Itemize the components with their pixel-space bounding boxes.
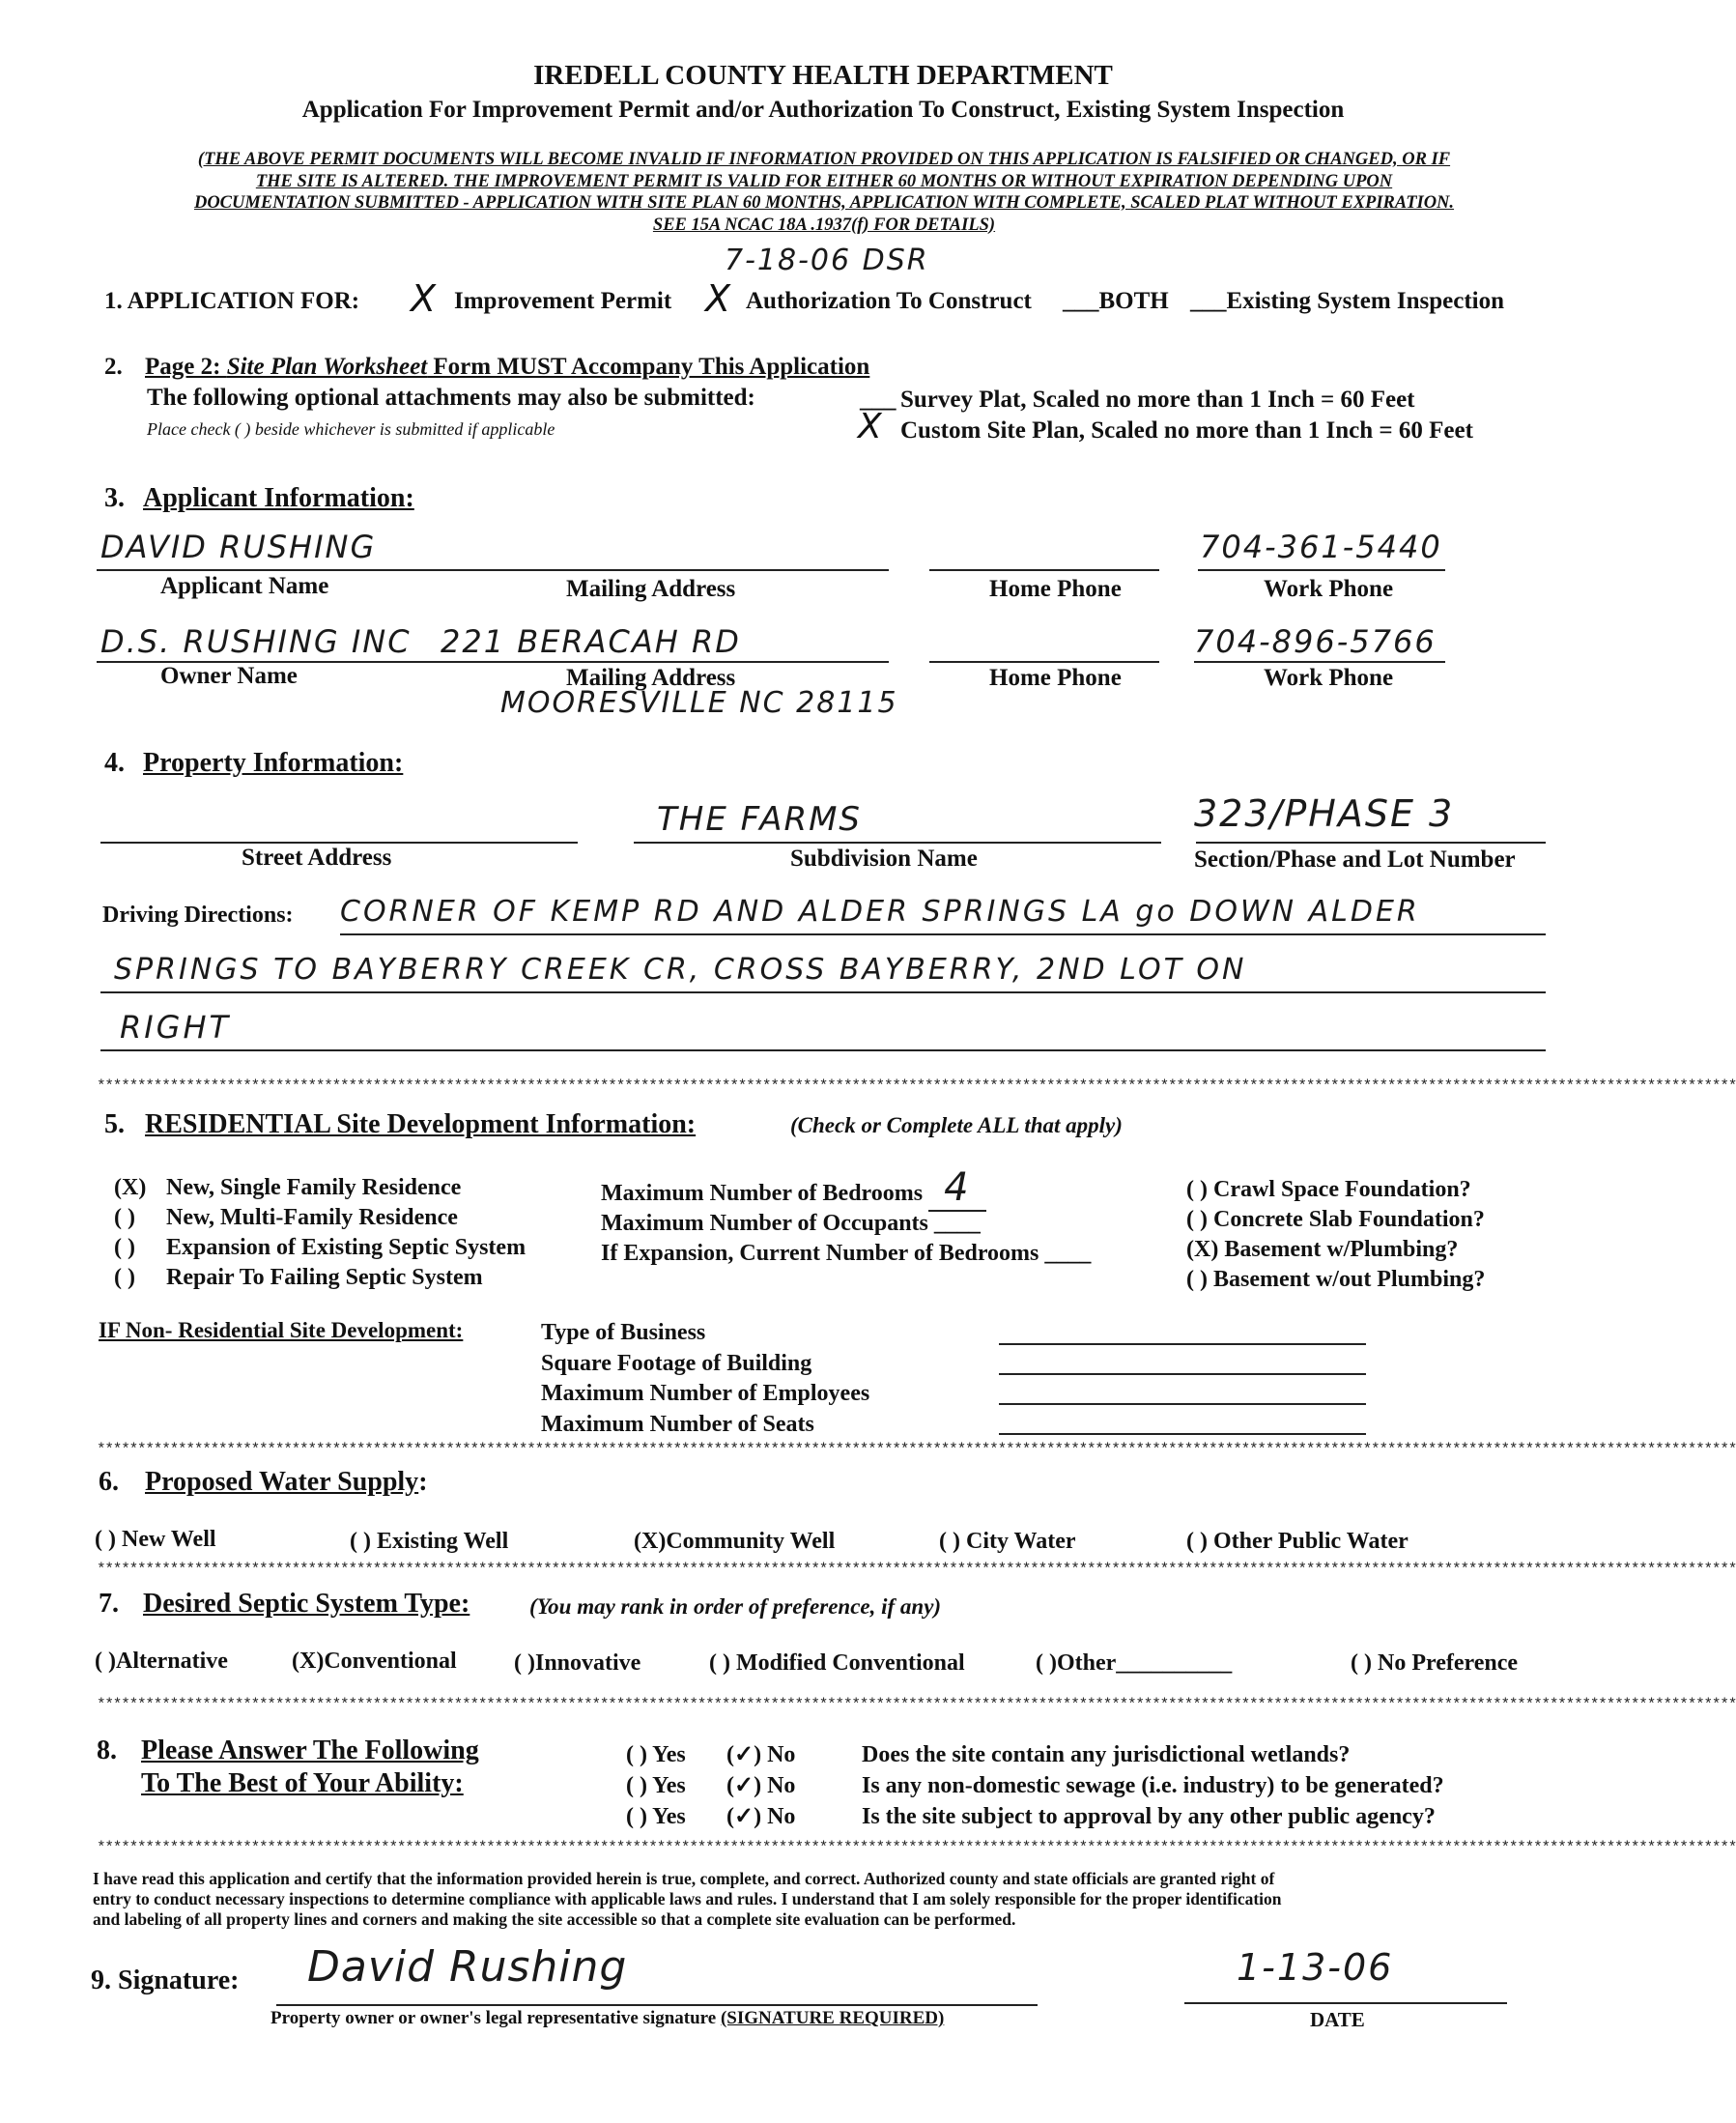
owner-address-value[interactable]: 221 BERACAH RD (441, 623, 741, 660)
no-checkbox[interactable]: (✓) No (726, 1742, 796, 1767)
water-option-other-public[interactable] (1186, 1529, 1409, 1555)
signature-caption (270, 2008, 944, 2029)
no-checkbox[interactable]: (✓) No (726, 1773, 796, 1798)
certification-line: I have read this application and certify that the information provided herein is true, complete, and correct. Authorized county and state officials are granted right of (93, 1869, 1275, 1888)
applicant-home-phone-line (929, 569, 1159, 571)
section-5-instructions: (Check or Complete ALL that apply) (790, 1113, 1123, 1137)
owner-work-phone-value[interactable]: 704-896-5766 (1194, 623, 1437, 660)
foundation-list (1186, 1175, 1485, 1295)
water-option-city-water[interactable] (939, 1529, 1076, 1555)
non-residential-label: IF Non- Residential Site Development: (99, 1318, 464, 1342)
certification-line: and labeling of all property lines and corners and making the site accessible so that a complete site evaluation can be performed. (93, 1909, 1016, 1929)
option-label: New, Single Family Residence (166, 1175, 462, 1200)
septic-option-modified-conventional[interactable] (709, 1650, 965, 1677)
applicant-signature[interactable]: David Rushing (307, 1942, 628, 1992)
option-label: Other__________ (1056, 1650, 1233, 1676)
signature-required-note: (SIGNATURE REQUIRED) (720, 2008, 945, 2028)
directions-underline-2 (100, 991, 1546, 993)
checkbox[interactable]: ( ) (514, 1650, 535, 1676)
section-8-label: 8. (97, 1736, 117, 1765)
section-1-label: 1. APPLICATION FOR: (104, 288, 360, 314)
checkbox[interactable]: ( ) (1186, 1529, 1208, 1554)
question-text: Is any non-domestic sewage (i.e. industry) to be generated? (862, 1773, 1444, 1798)
owner-name-value[interactable]: D.S. RUSHING INC (100, 623, 412, 660)
separator-stars: ********************************************************************************************************************************************************************************************************** (97, 1077, 1736, 1095)
option-label: Concrete Slab Foundation? (1212, 1207, 1485, 1232)
checkbox[interactable]: ( ) (350, 1529, 371, 1554)
max-employees-line[interactable] (999, 1403, 1366, 1405)
title-prefix: Page 2: (145, 354, 227, 380)
certification-text (93, 1869, 1561, 1930)
warning-line: SEE 15A NCAC 18A .1937(f) FOR DETAILS) (652, 215, 996, 235)
option-label: Repair To Failing Septic System (166, 1265, 483, 1290)
warning-block (85, 149, 1563, 236)
applicant-work-phone-line (1198, 569, 1445, 571)
section-5-label: 5. (104, 1109, 125, 1139)
lbl-work-phone-1: Work Phone (1264, 576, 1394, 602)
max-occupants-row (601, 1209, 1091, 1239)
section-6-label: 6. (99, 1467, 119, 1497)
checkbox[interactable]: (X) (114, 1175, 147, 1200)
foundation-option[interactable] (1186, 1205, 1485, 1235)
lbl-home-phone-1: Home Phone (989, 576, 1122, 602)
current-bedrooms-value[interactable]: ____ (1044, 1241, 1092, 1266)
section-4-label: 4. (104, 748, 125, 778)
directions-line-1[interactable]: CORNER OF KEMP RD AND ALDER SPRINGS LA go DOWN ALDER (340, 895, 1420, 929)
checkbox[interactable]: ( ) (114, 1205, 135, 1230)
no-checkbox[interactable]: (✓) No (726, 1804, 796, 1829)
authorization-option: Authorization To Construct (746, 288, 1032, 314)
non-residential-item: Square Footage of Building (541, 1350, 812, 1376)
page-subtitle: Application For Improvement Permit and/or Authorization To Construct, Existing System Inspection (301, 97, 1345, 123)
max-bedrooms-value[interactable]: 4 (928, 1165, 985, 1212)
field-label: Maximum Number of Bedrooms (601, 1181, 924, 1206)
signature-line (276, 2004, 1038, 2006)
yes-checkbox[interactable]: ( ) Yes (626, 1804, 686, 1829)
option-label: Basement w/Plumbing? (1224, 1237, 1459, 1262)
non-residential-item: Maximum Number of Seats (541, 1411, 814, 1437)
max-seats-line[interactable] (999, 1433, 1366, 1435)
option-label: Conventional (324, 1649, 457, 1674)
non-residential-list (541, 1318, 869, 1440)
section-4-title: Property Information: (143, 748, 404, 778)
field-label: Maximum Number of Occupants (601, 1211, 928, 1236)
septic-option-conventional[interactable] (292, 1649, 457, 1675)
owner-work-phone-line (1194, 661, 1445, 663)
checkbox[interactable]: ( ) (114, 1235, 135, 1260)
question-row (626, 1770, 1444, 1801)
question-text: Is the site subject to approval by any other public agency? (862, 1804, 1436, 1829)
foundation-option[interactable] (1186, 1265, 1485, 1295)
water-option-existing-well[interactable] (350, 1529, 508, 1555)
max-bedrooms-row (601, 1165, 1091, 1210)
checkbox[interactable]: (X) (292, 1649, 325, 1674)
septic-option-other[interactable] (1036, 1650, 1232, 1677)
residential-option[interactable] (114, 1173, 526, 1203)
bedroom-occupant-list (601, 1165, 1092, 1269)
residential-option[interactable] (114, 1203, 526, 1233)
option-label: New, Multi-Family Residence (166, 1205, 458, 1230)
check-note: Place check ( ) beside whichever is submitted if applicable (147, 419, 555, 439)
checkbox[interactable]: (X) (1186, 1237, 1219, 1262)
directions-underline-3 (100, 1049, 1546, 1051)
option-label: Basement w/out Plumbing? (1212, 1267, 1486, 1292)
checkbox[interactable]: ( ) (1186, 1207, 1208, 1232)
option-label: New Well (121, 1527, 216, 1552)
foundation-option[interactable] (1186, 1235, 1485, 1265)
option-label: No Preference (1377, 1650, 1519, 1676)
street-address-line (100, 842, 578, 844)
section-5-title: RESIDENTIAL Site Development Information: (145, 1109, 697, 1139)
lot-number-value[interactable]: 323/PHASE 3 (1194, 792, 1455, 835)
lbl-driving-directions: Driving Directions: (102, 903, 294, 928)
checkbox[interactable]: ( ) (1186, 1267, 1208, 1292)
title-rest: Form MUST Accompany This Application (427, 354, 870, 380)
subdivision-value[interactable]: THE FARMS (657, 800, 862, 839)
custom-site-plan-option: Custom Site Plan, Scaled no more than 1 Inch = 60 Feet (900, 417, 1473, 444)
checkbox[interactable]: ( ) (1036, 1650, 1057, 1676)
yes-checkbox[interactable]: ( ) Yes (626, 1773, 686, 1798)
applicant-name-value[interactable]: DAVID RUSHING (100, 529, 377, 565)
lbl-street-address: Street Address (242, 845, 392, 871)
existing-system-option[interactable]: ___Existing System Inspection (1190, 288, 1505, 314)
signature-date-value[interactable]: 1-13-06 (1237, 1946, 1394, 1989)
separator-stars: ********************************************************************************************************************************************************************************************************** (97, 1839, 1736, 1856)
section-7-title: Desired Septic System Type: (143, 1589, 470, 1619)
non-residential-item: Type of Business (541, 1320, 706, 1345)
separator-stars: ********************************************************************************************************************************************************************************************************** (97, 1696, 1736, 1713)
checkbox[interactable]: ( ) (939, 1529, 960, 1554)
date-label: DATE (1310, 2008, 1365, 2031)
section-3-title: Applicant Information: (143, 483, 414, 513)
custom-site-plan-check[interactable]: X (858, 407, 882, 446)
directions-line-2[interactable]: SPRINGS TO BAYBERRY CREEK CR, CROSS BAYBERRY, 2ND LOT ON (114, 953, 1247, 987)
section-7-instructions: (You may rank in order of preference, if any) (529, 1594, 942, 1619)
handwritten-date-note: 7-18-06 DSR (725, 244, 929, 277)
section-6-title (145, 1467, 428, 1498)
septic-option-alternative[interactable] (95, 1649, 228, 1675)
section-7-label: 7. (99, 1589, 119, 1619)
yes-checkbox[interactable]: ( ) Yes (626, 1742, 686, 1767)
option-label: Existing Well (376, 1529, 509, 1554)
option-label: Community Well (666, 1529, 836, 1554)
applicant-work-phone-value[interactable]: 704-361-5440 (1200, 529, 1442, 565)
max-occupants-value[interactable]: ____ (933, 1211, 981, 1236)
field-label: If Expansion, Current Number of Bedrooms (601, 1241, 1039, 1266)
checkbox[interactable]: ( ) (1351, 1650, 1372, 1676)
improvement-permit-option: Improvement Permit (454, 288, 672, 314)
option-label: Alternative (115, 1649, 228, 1674)
directions-line-3[interactable]: RIGHT (120, 1009, 232, 1046)
question-text: Does the site contain any jurisdictional wetlands? (862, 1742, 1351, 1767)
lbl-owner-name: Owner Name (160, 663, 298, 689)
non-residential-item: Maximum Number of Employees (541, 1381, 870, 1406)
septic-option-innovative[interactable] (514, 1650, 640, 1677)
section-2-label: 2. (104, 354, 123, 380)
option-label: Expansion of Existing Septic System (166, 1235, 526, 1260)
warning-line: (THE ABOVE PERMIT DOCUMENTS WILL BECOME INVALID IF INFORMATION PROVIDED ON THIS APPLICATION IS FALSIFIED OR CHANGED, OR IF (197, 150, 1451, 169)
foundation-option[interactable] (1186, 1175, 1485, 1205)
directions-underline-1 (340, 933, 1546, 935)
page-title: IREDELL COUNTY HEALTH DEPARTMENT (533, 60, 1113, 91)
title-colon: : (418, 1467, 428, 1497)
lot-number-line (1196, 842, 1546, 844)
checkbox[interactable]: (X) (634, 1529, 667, 1554)
water-option-community-well[interactable] (634, 1529, 835, 1555)
type-of-business-line[interactable] (999, 1343, 1366, 1345)
checkbox[interactable]: ( ) (95, 1649, 116, 1674)
optional-attachments-text: The following optional attachments may also be submitted: (147, 385, 755, 411)
subdivision-line (634, 842, 1161, 844)
checkbox[interactable]: ( ) (114, 1265, 135, 1290)
owner-city-value[interactable]: MOORESVILLE NC 28115 (500, 686, 898, 720)
section-3-label: 3. (104, 483, 125, 513)
option-label: Crawl Space Foundation? (1212, 1177, 1471, 1202)
section-8-title-2: To The Best of Your Ability: (141, 1768, 464, 1798)
lbl-applicant-name: Applicant Name (160, 573, 329, 599)
residential-option[interactable] (114, 1233, 526, 1263)
checkbox[interactable]: ( ) (1186, 1177, 1208, 1202)
title-italic: Site Plan Worksheet (226, 354, 428, 380)
separator-stars: ********************************************************************************************************************************************************************************************************** (97, 1561, 1736, 1578)
checkbox[interactable]: ( ) (709, 1650, 730, 1676)
survey-plat-option: Survey Plat, Scaled no more than 1 Inch = 60 Feet (900, 387, 1415, 413)
lbl-home-phone-2: Home Phone (989, 665, 1122, 691)
question-list (626, 1739, 1444, 1832)
separator-stars: ********************************************************************************************************************************************************************************************************** (97, 1441, 1736, 1458)
section-9-label: 9. Signature: (91, 1965, 240, 1995)
improvement-permit-check[interactable]: X (411, 277, 437, 320)
section-8-title-1: Please Answer The Following (141, 1736, 479, 1765)
warning-line: DOCUMENTATION SUBMITTED - APPLICATION WITH SITE PLAN 60 MONTHS, APPLICATION WITH COMPLETE, SCALED PLAT WITHOUT EXPIRATION. (193, 193, 1455, 213)
septic-option-no-preference[interactable] (1351, 1650, 1518, 1677)
square-footage-line[interactable] (999, 1373, 1366, 1375)
lbl-work-phone-2: Work Phone (1264, 665, 1394, 691)
applicant-name-line (97, 569, 889, 571)
owner-home-phone-line (929, 661, 1159, 663)
option-label: City Water (965, 1529, 1076, 1554)
lbl-mailing-address-1: Mailing Address (566, 576, 736, 602)
date-line (1184, 2002, 1507, 2004)
residential-option[interactable] (114, 1263, 526, 1293)
authorization-check[interactable]: X (705, 277, 731, 320)
checkbox[interactable]: ( ) (95, 1527, 116, 1552)
option-label: Other Public Water (1212, 1529, 1409, 1554)
option-label: Innovative (534, 1650, 641, 1676)
section-2-title (145, 354, 869, 381)
warning-line: THE SITE IS ALTERED. THE IMPROVEMENT PERMIT IS VALID FOR EITHER 60 MONTHS OR WITHOUT EXPIRATION DEPENDING UPON (255, 171, 1393, 191)
residential-type-list (114, 1173, 526, 1293)
survey-plat-blank[interactable]: ___ (860, 387, 896, 413)
caption-text: Property owner or owner's legal representative signature (270, 2008, 717, 2028)
current-bedrooms-row (601, 1239, 1091, 1269)
certification-line: entry to conduct necessary inspections to determine compliance with applicable laws and rules. I understand that I am solely responsible for the proper identification (93, 1889, 1282, 1908)
option-label: Modified Conventional (735, 1650, 965, 1676)
question-row (626, 1739, 1444, 1770)
lbl-mailing-address-2: Mailing Address (566, 665, 736, 691)
lbl-subdivision-name: Subdivision Name (790, 846, 978, 872)
lbl-section-phase-lot: Section/Phase and Lot Number (1194, 846, 1516, 873)
both-option[interactable]: ___BOTH (1063, 288, 1169, 314)
question-row (626, 1801, 1444, 1832)
water-option-new-well[interactable] (95, 1527, 216, 1553)
title-text: Proposed Water Supply (145, 1467, 419, 1497)
